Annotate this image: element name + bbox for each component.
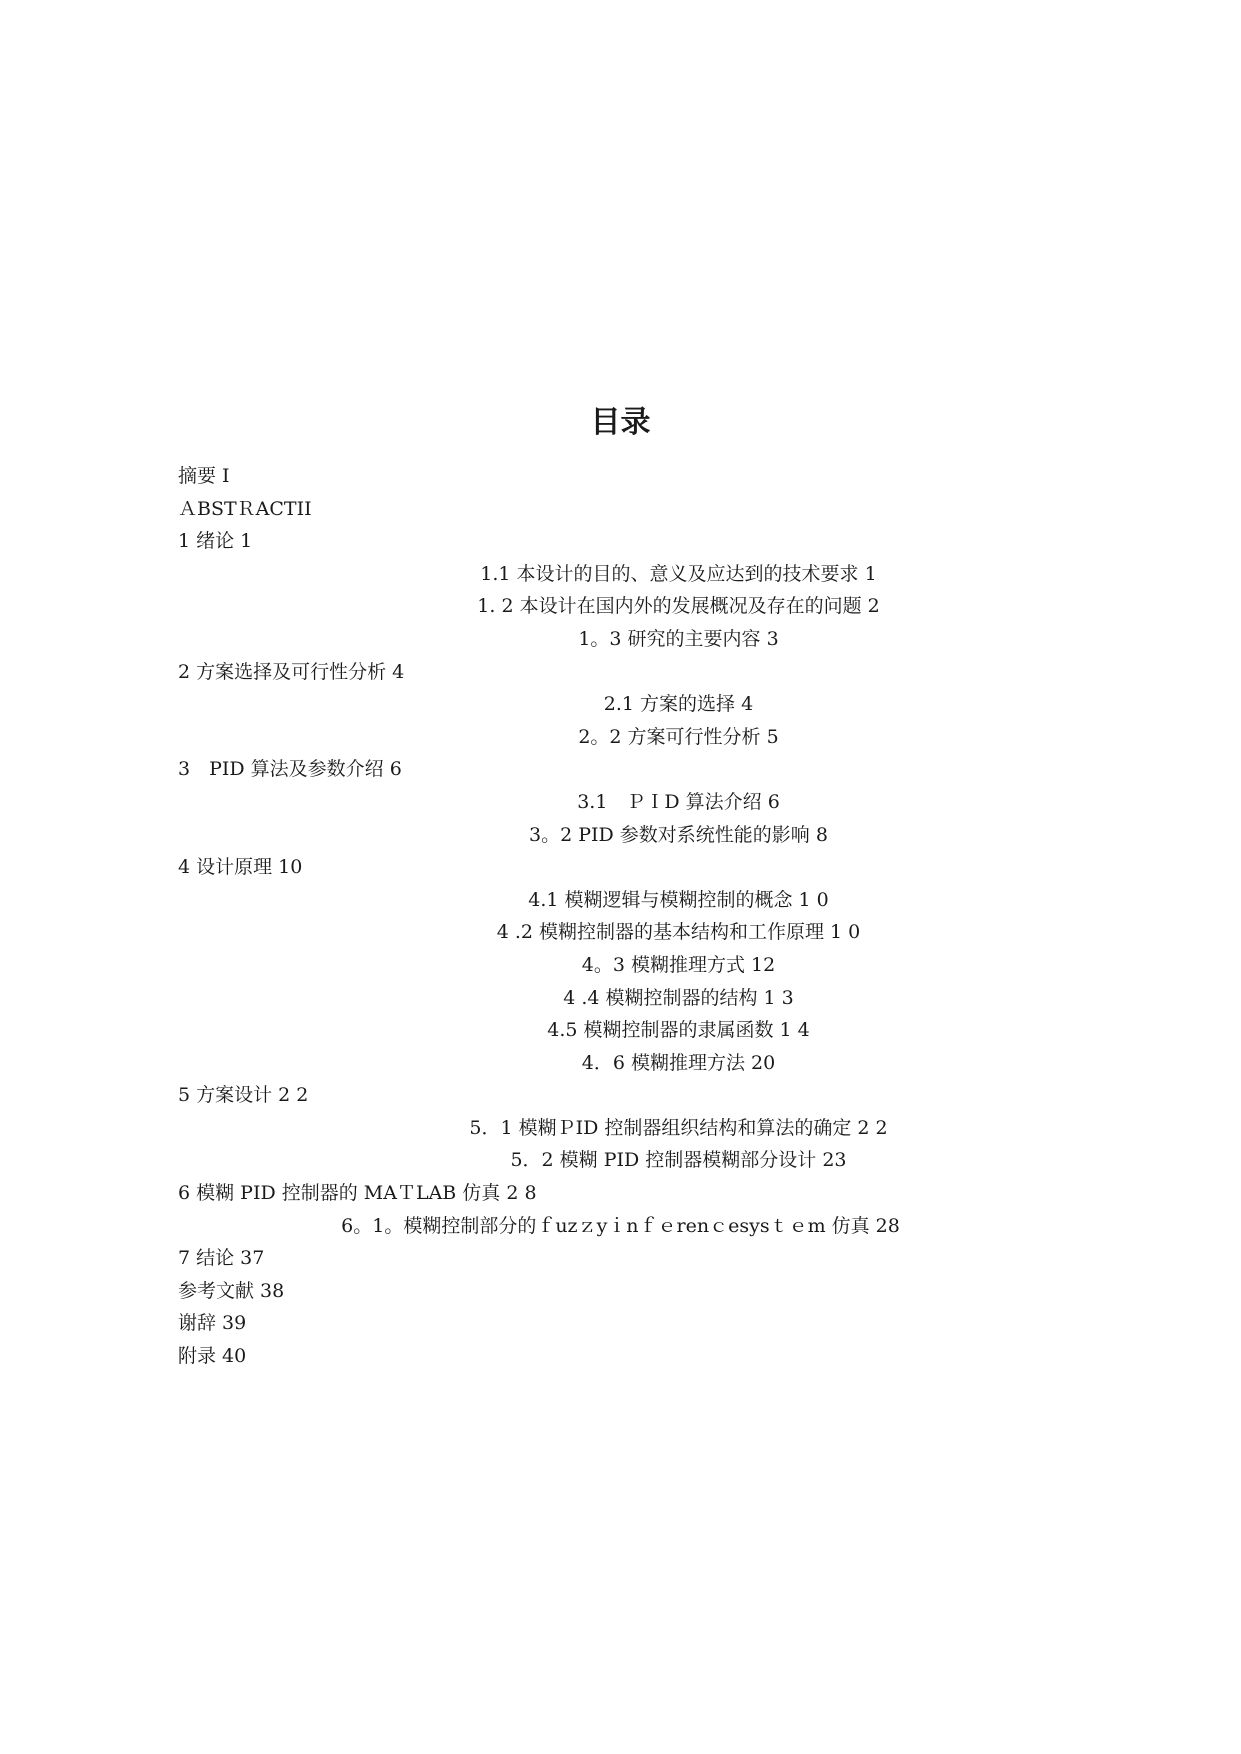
toc-chapter-entry[interactable]: 5 方案设计 2 2: [178, 1084, 309, 1107]
toc-section-entry[interactable]: 5．1 模糊ＰID 控制器组织结构和算法的确定 2 2: [469, 1116, 888, 1139]
toc-section-entry[interactable]: 1.1 本设计的目的、意义及应达到的技术要求 1: [480, 562, 877, 585]
toc-section-entry[interactable]: 3。2 PID 参数对系统性能的影响 8: [529, 823, 828, 846]
toc-section-entry[interactable]: 4 .2 模糊控制器的基本结构和工作原理 1 0: [496, 921, 861, 944]
toc-chapter-entry[interactable]: 4 设计原理 10: [178, 856, 303, 879]
toc-section-entry[interactable]: 5．2 模糊 PID 控制器模糊部分设计 23: [510, 1149, 847, 1172]
toc-chapter-entry[interactable]: 6 模糊 PID 控制器的 MAＴLAB 仿真 2 8: [178, 1182, 537, 1205]
toc-section-entry[interactable]: 1。3 研究的主要内容 3: [578, 627, 779, 650]
toc-section-entry[interactable]: 4。3 模糊推理方式 12: [581, 953, 776, 976]
toc-section-entry[interactable]: 2.1 方案的选择 4: [603, 693, 754, 716]
toc-chapter-entry[interactable]: 3 PID 算法及参数介绍 6: [178, 758, 402, 781]
toc-section-entry[interactable]: 3.1 ＰＩD 算法介绍 6: [577, 790, 780, 813]
toc-section-entry[interactable]: 4．6 模糊推理方法 20: [581, 1051, 776, 1074]
toc-chapter-entry[interactable]: 7 结论 37: [178, 1247, 265, 1270]
toc-chapter-entry[interactable]: 参考文献 38: [178, 1279, 285, 1302]
toc-section-entry[interactable]: 1. 2 本设计在国内外的发展概况及存在的问题 2: [477, 595, 880, 618]
toc-chapter-entry[interactable]: 谢辞 39: [178, 1312, 247, 1335]
toc-section-entry[interactable]: 4.1 模糊逻辑与模糊控制的概念 1 0: [528, 888, 829, 911]
page-title: 目录: [590, 405, 651, 440]
toc-chapter-entry[interactable]: 1 绪论 1: [178, 530, 253, 553]
toc-section-entry[interactable]: 2。2 方案可行性分析 5: [578, 725, 779, 748]
toc-chapter-entry[interactable]: 2 方案选择及可行性分析 4: [178, 660, 405, 683]
toc-chapter-entry[interactable]: 摘要 I: [178, 465, 230, 487]
toc-section-entry[interactable]: 6。1。模糊控制部分的ｆuzｚyｉnｆｅrenｃesysｔｅm 仿真 28: [341, 1214, 900, 1237]
toc-chapter-entry[interactable]: ＡBSTＲACTII: [178, 497, 312, 520]
toc-chapter-entry[interactable]: 附录 40: [178, 1345, 247, 1368]
table-of-contents: [0, 460, 1241, 1373]
toc-section-entry[interactable]: 4 .4 模糊控制器的结构 1 3: [563, 986, 794, 1009]
toc-section-entry[interactable]: 4.5 模糊控制器的隶属函数 1 4: [547, 1019, 810, 1042]
